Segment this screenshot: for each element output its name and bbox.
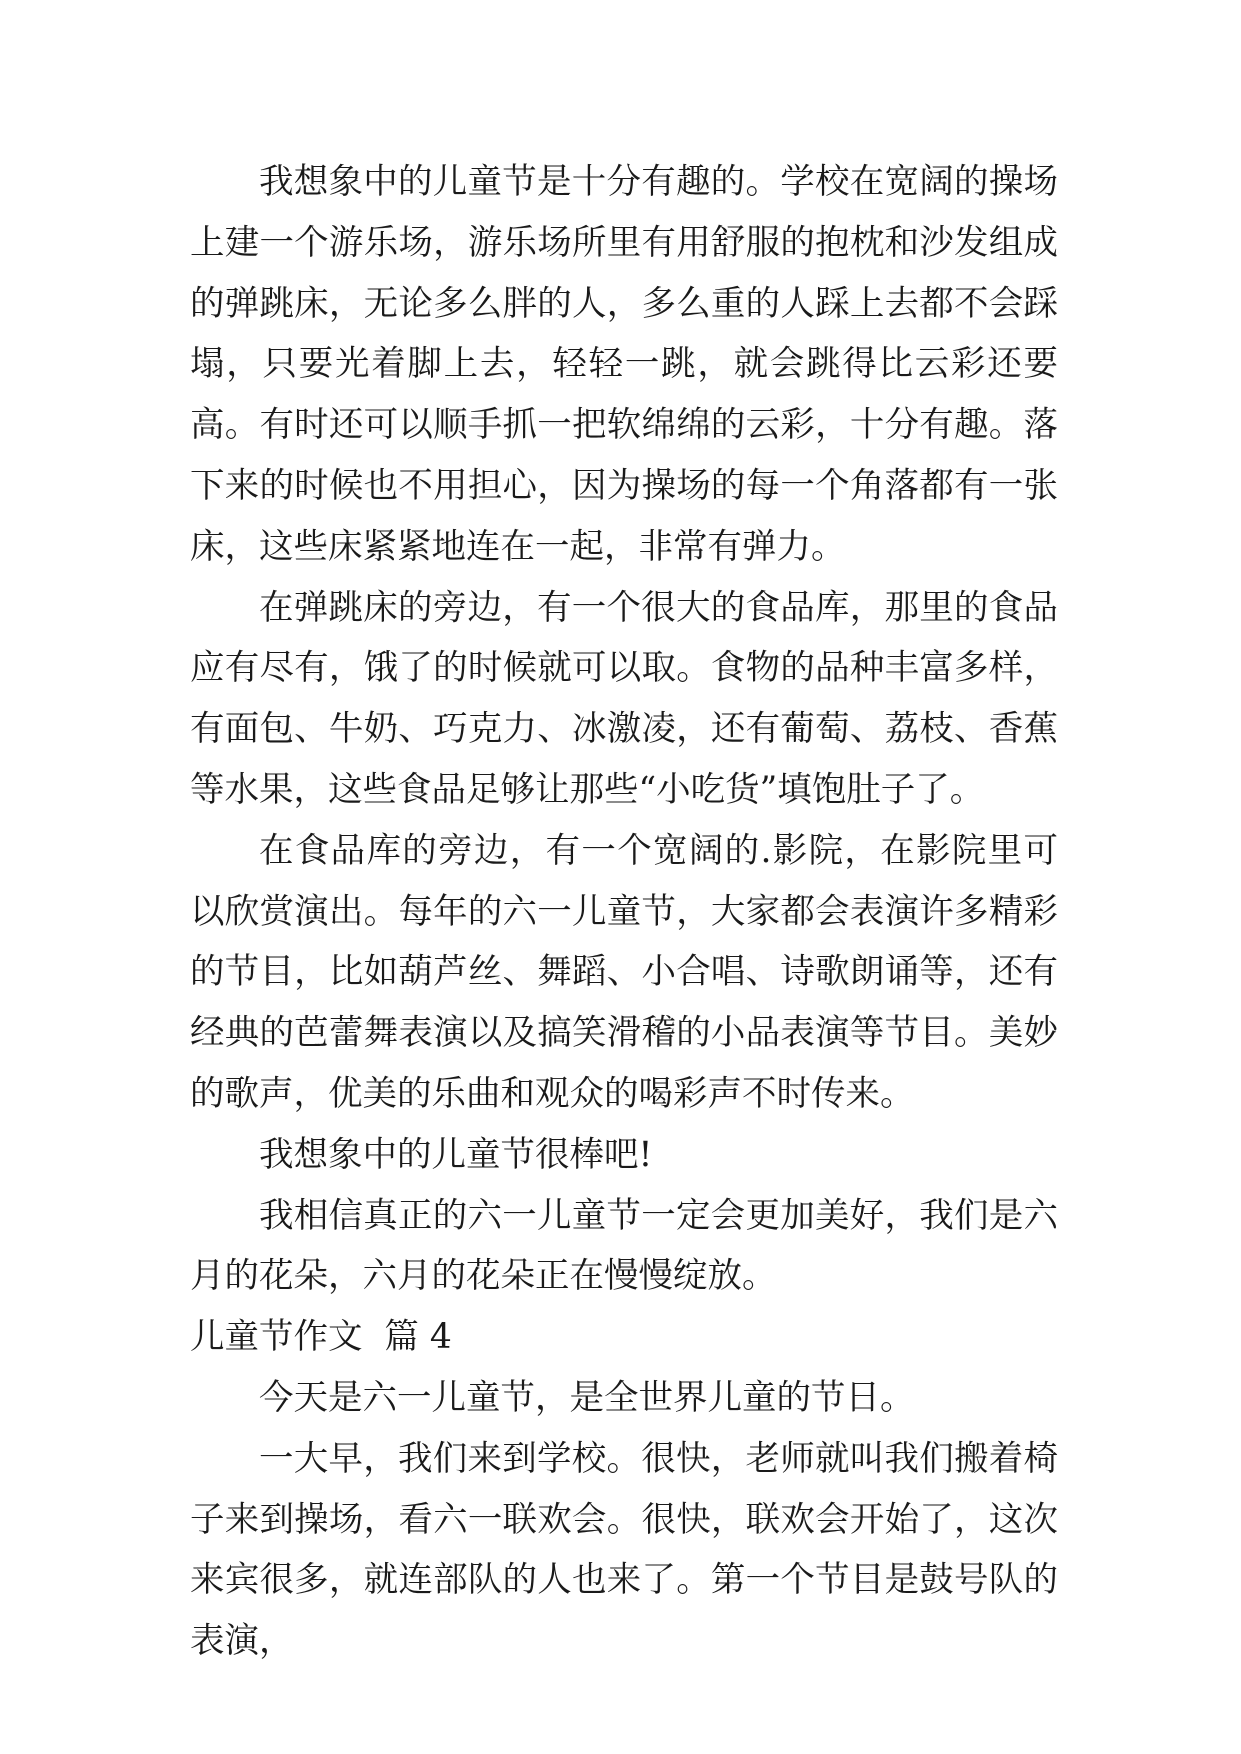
section-heading: 儿童节作文 篇 4 <box>190 1317 452 1358</box>
paragraph-food-store: 在弹跳床的旁边，有一个很大的食品库，那里的食品应有尽有，饿了的时候就可以取。食物的品种丰富多样，有面包、牛奶、巧克力、冰激凌，还有葡萄、荔枝、香蕉等水果，这些食品足够让那些“小吃货”填饱肚子了。 <box>190 587 1058 810</box>
paragraph-playground: 我想象中的儿童节是十分有趣的。学校在宽阔的操场上建一个游乐场，游乐场所里有用舒服的抱枕和沙发组成的弹跳床，无论多么胖的人，多么重的人踩上去都不会踩塌，只要光着脚上去，轻轻一跳，就会跳得比云彩还要高。有时还可以顺手抓一把软绵绵的云彩，十分有趣。落下来的时候也不用担心，因为操场的每一个角落都有一张床，这些床紧紧地连在一起，非常有弹力。 <box>190 162 1058 567</box>
document-body <box>190 152 1058 1672</box>
paragraph-great-day: 我想象中的儿童节很棒吧! <box>259 1134 653 1175</box>
paragraph-school-morning: 一大早，我们来到学校。很快，老师就叫我们搬着椅子来到操场，看六一联欢会。很快，联欢会开始了，这次来宾很多，就连部队的人也来了。第一个节目是鼓号队的表演， <box>190 1438 1058 1662</box>
paragraph-childrens-day: 今天是六一儿童节，是全世界儿童的节日。 <box>259 1377 915 1418</box>
paragraph-cinema: 在食品库的旁边，有一个宽阔的.影院，在影院里可以欣赏演出。每年的六一儿童节，大家都会表演许多精彩的节目，比如葫芦丝、舞蹈、小合唱、诗歌朗诵等，还有经典的芭蕾舞表演以及搞笑滑稽的小品表演等节目。美妙的歌声，优美的乐曲和观众的喝彩声不时传来。 <box>190 830 1058 1114</box>
paragraph-june-flowers: 我相信真正的六一儿童节一定会更加美好，我们是六月的花朵，六月的花朵正在慢慢绽放。 <box>190 1195 1058 1297</box>
